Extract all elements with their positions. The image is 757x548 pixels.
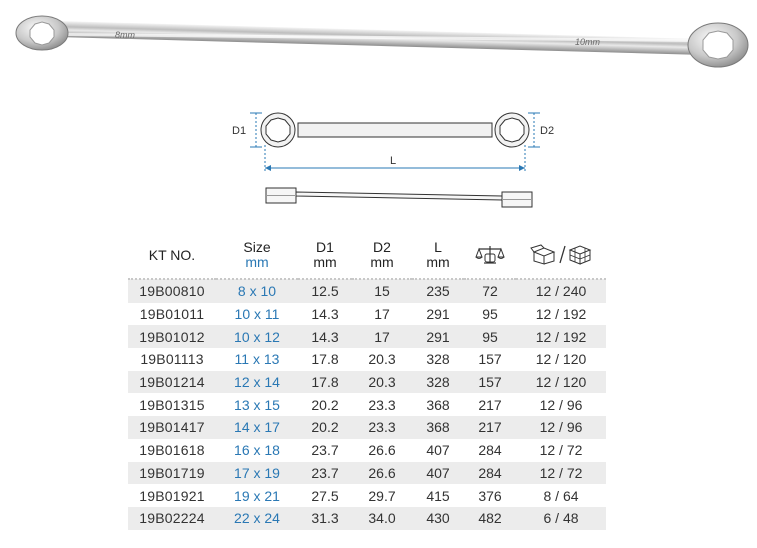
header-d2: D2 mm	[352, 232, 412, 279]
table-row	[128, 416, 606, 439]
header-weight	[464, 232, 516, 279]
cell-d1: 14.3	[311, 306, 339, 323]
cell-packing: 12 / 120	[516, 371, 606, 394]
cell-d2: 17	[374, 306, 390, 323]
cell-weight: 217	[464, 416, 516, 439]
cell-size: 10 x 12	[216, 325, 298, 348]
dimension-diagram	[220, 100, 560, 220]
cell-length: 328	[412, 371, 464, 394]
cell-length: 368	[412, 416, 464, 439]
cell-d1: 23.7	[298, 462, 352, 485]
cell-size: 16 x 18	[234, 442, 280, 459]
scale-weight-icon	[475, 243, 505, 265]
cell-kt-no: 19B01011	[139, 306, 205, 323]
table-row	[128, 348, 606, 371]
header-packing	[516, 232, 606, 279]
cell-d1: 23.7	[311, 442, 339, 459]
cell-d1: 17.8	[311, 351, 339, 368]
cell-kt-no: 19B01113	[140, 351, 204, 368]
table-row	[128, 462, 606, 485]
label-d2: D2	[540, 125, 555, 137]
cell-d1: 14.3	[298, 325, 352, 348]
cell-d1: 20.2	[298, 416, 352, 439]
cell-length: 291	[412, 325, 464, 348]
cell-size: 13 x 15	[234, 396, 280, 413]
table-row	[128, 507, 606, 530]
cell-d1: 20.2	[311, 396, 339, 413]
cell-packing: 12 / 192	[516, 325, 606, 348]
cell-size: 22 x 24	[216, 507, 298, 530]
cell-size: 8 x 10	[216, 279, 298, 303]
cell-kt-no: 19B01618	[139, 442, 205, 459]
cell-size: 12 x 14	[216, 371, 298, 394]
table-row	[128, 325, 606, 348]
cell-packing: 12 / 72	[516, 462, 606, 485]
table-body	[128, 279, 606, 530]
cell-kt-no: 19B01012	[128, 325, 216, 348]
cell-d2: 23.3	[352, 416, 412, 439]
cell-d1: 27.5	[311, 487, 339, 504]
table-header-row	[128, 232, 606, 279]
cell-d2: 26.6	[368, 442, 396, 459]
cell-packing: 12 / 120	[535, 351, 587, 368]
cell-d2: 20.3	[368, 351, 396, 368]
cell-d2: 23.3	[368, 396, 396, 413]
cell-d1: 12.5	[298, 279, 352, 303]
wrench-photo	[0, 0, 757, 80]
cell-kt-no: 19B01315	[139, 396, 205, 413]
cell-packing: 12 / 96	[516, 416, 606, 439]
spec-table	[128, 232, 606, 530]
header-d1: D1 mm	[298, 232, 352, 279]
label-l: L	[390, 155, 397, 167]
cell-size: 11 x 13	[234, 351, 280, 368]
cell-d2: 26.6	[352, 462, 412, 485]
cell-d2: 17	[352, 325, 412, 348]
cell-size: 17 x 19	[216, 462, 298, 485]
cell-kt-no: 19B01214	[128, 371, 216, 394]
cell-weight: 95	[482, 306, 498, 323]
table-row	[128, 484, 606, 507]
cell-length: 407	[426, 442, 450, 459]
cell-size: 19 x 21	[234, 487, 280, 504]
cell-length: 235	[412, 279, 464, 303]
box-packing-icon	[530, 243, 592, 265]
cell-weight: 284	[464, 462, 516, 485]
header-kt-no: KT NO.	[128, 232, 216, 279]
cell-packing: 6 / 48	[516, 507, 606, 530]
cell-kt-no: 19B00810	[128, 279, 216, 303]
cell-d2: 15	[352, 279, 412, 303]
cell-packing: 12 / 240	[516, 279, 606, 303]
cell-packing: 12 / 72	[539, 442, 583, 459]
engraving-right: 10mm	[575, 37, 601, 47]
cell-packing: 12 / 96	[539, 396, 583, 413]
cell-length: 430	[412, 507, 464, 530]
table-row	[128, 279, 606, 303]
cell-weight: 95	[464, 325, 516, 348]
cell-length: 368	[426, 396, 450, 413]
label-d1: D1	[232, 125, 247, 137]
cell-length: 415	[426, 487, 450, 504]
cell-kt-no: 19B01921	[139, 487, 205, 504]
table-row	[128, 439, 606, 462]
table-row	[128, 371, 606, 394]
engraving-left: 8mm	[115, 30, 135, 40]
table-row	[128, 303, 606, 326]
cell-d2: 20.3	[352, 371, 412, 394]
cell-weight: 157	[464, 371, 516, 394]
cell-weight: 376	[478, 487, 502, 504]
cell-packing: 12 / 192	[535, 306, 587, 323]
cell-size: 14 x 17	[216, 416, 298, 439]
cell-length: 291	[426, 306, 450, 323]
cell-d2: 34.0	[352, 507, 412, 530]
cell-kt-no: 19B01719	[128, 462, 216, 485]
cell-size: 10 x 11	[234, 306, 280, 323]
cell-weight: 217	[478, 396, 502, 413]
cell-kt-no: 19B01417	[128, 416, 216, 439]
cell-weight: 72	[464, 279, 516, 303]
cell-weight: 157	[478, 351, 502, 368]
cell-length: 407	[412, 462, 464, 485]
cell-d2: 29.7	[368, 487, 396, 504]
cell-packing: 8 / 64	[543, 487, 579, 504]
cell-length: 328	[426, 351, 450, 368]
cell-weight: 482	[464, 507, 516, 530]
cell-kt-no: 19B02224	[128, 507, 216, 530]
cell-weight: 284	[478, 442, 502, 459]
table-row	[128, 393, 606, 416]
header-size: Size mm	[216, 232, 298, 279]
header-l: L mm	[412, 232, 464, 279]
cell-d1: 17.8	[298, 371, 352, 394]
cell-d1: 31.3	[298, 507, 352, 530]
